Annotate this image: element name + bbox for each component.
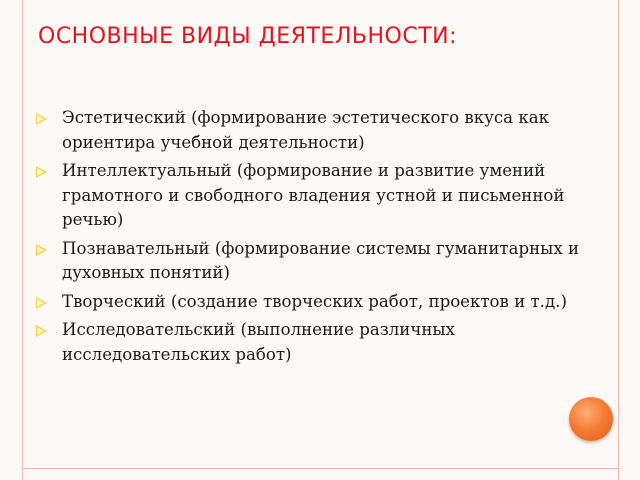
list-item — [36, 318, 596, 367]
list-item-text: Исследовательский (выполнение различных исследовательских работ) — [62, 320, 455, 364]
frame-line-bottom — [22, 468, 618, 469]
list-item-text: Творческий (создание творческих работ, проектов и т.д.) — [62, 291, 567, 311]
frame-line-right — [618, 0, 619, 480]
bullet-icon — [36, 325, 47, 337]
bullet-icon — [36, 166, 47, 178]
frame-line-left — [22, 0, 23, 480]
list-item-text: Познавательный (формирование системы гуманитарных и духовных понятий) — [62, 238, 580, 282]
slide-title: ОСНОВНЫЕ ВИДЫ ДЕЯТЕЛЬНОСТИ: — [38, 24, 457, 49]
bullet-icon — [36, 297, 47, 309]
list-item — [36, 159, 596, 233]
bullet-icon — [36, 113, 47, 125]
decorative-orb-icon — [569, 397, 613, 441]
bullet-list — [36, 106, 596, 371]
list-item-text: Эстетический (формирование эстетического вкуса как ориентира учебной деятельности) — [62, 108, 549, 152]
bullet-icon — [36, 244, 47, 256]
list-item — [36, 290, 596, 315]
list-item — [36, 106, 596, 155]
list-item-text: Интеллектуальный (формирование и развитие умений грамотного и свободного владения устной и письменной речью) — [62, 161, 565, 229]
list-item — [36, 237, 596, 286]
